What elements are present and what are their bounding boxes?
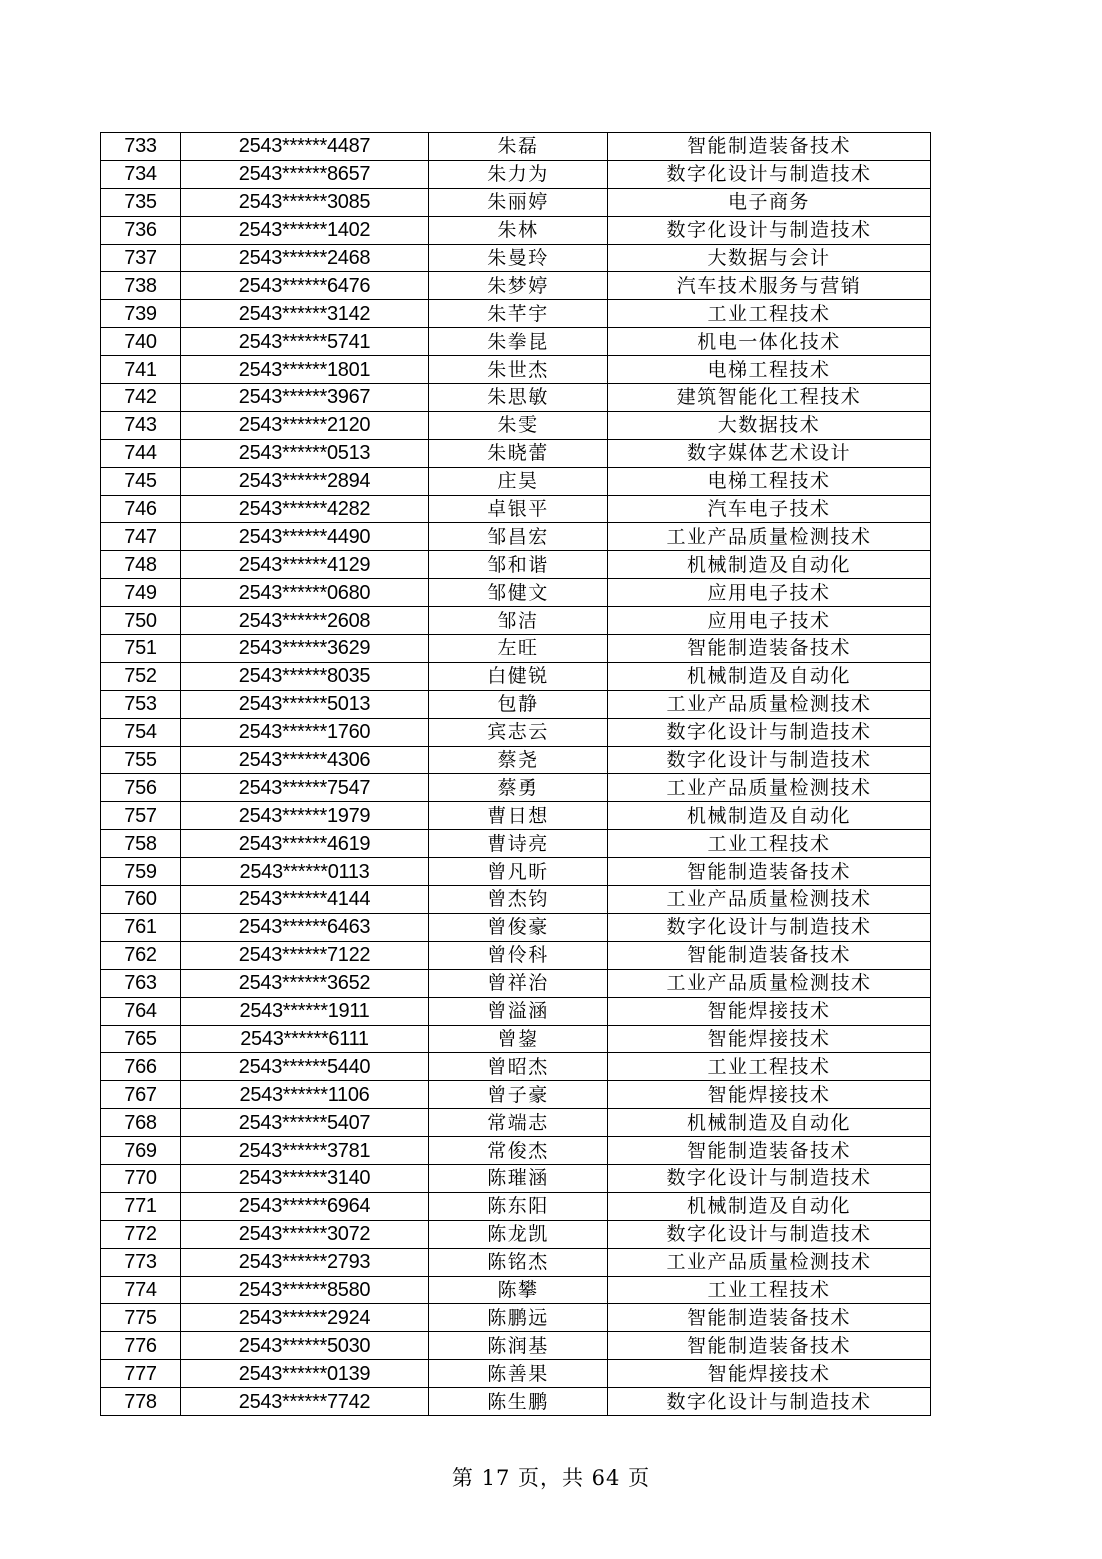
table-row	[101, 133, 931, 161]
id-number-cell: 2543******2468	[181, 244, 429, 272]
id-number-cell: 2543******3072	[181, 1220, 429, 1248]
student-name-cell: 蔡勇	[429, 774, 608, 802]
row-number-cell: 767	[101, 1081, 181, 1109]
id-number-cell: 2543******8035	[181, 662, 429, 690]
table-body	[101, 133, 931, 1416]
row-number-cell: 775	[101, 1304, 181, 1332]
student-name-cell: 曾鋆	[429, 1025, 608, 1053]
student-name-cell: 曾祥治	[429, 969, 608, 997]
table-row	[101, 1248, 931, 1276]
student-name-cell: 邹健文	[429, 579, 608, 607]
major-cell: 工业工程技术	[608, 1053, 931, 1081]
major-cell: 电梯工程技术	[608, 467, 931, 495]
student-name-cell: 陈生鹏	[429, 1388, 608, 1416]
student-name-cell: 蔡尧	[429, 746, 608, 774]
table-row	[101, 941, 931, 969]
table-row	[101, 913, 931, 941]
row-number-cell: 749	[101, 579, 181, 607]
major-cell: 工业产品质量检测技术	[608, 886, 931, 914]
row-number-cell: 757	[101, 802, 181, 830]
student-name-cell: 朱思敏	[429, 384, 608, 412]
row-number-cell: 752	[101, 662, 181, 690]
student-name-cell: 陈润基	[429, 1332, 608, 1360]
student-name-cell: 邹昌宏	[429, 523, 608, 551]
id-number-cell: 2543******5013	[181, 690, 429, 718]
row-number-cell: 766	[101, 1053, 181, 1081]
major-cell: 机械制造及自动化	[608, 802, 931, 830]
student-name-cell: 常端志	[429, 1109, 608, 1137]
student-name-cell: 曾昭杰	[429, 1053, 608, 1081]
major-cell: 机械制造及自动化	[608, 1192, 931, 1220]
row-number-cell: 748	[101, 551, 181, 579]
major-cell: 工业产品质量检测技术	[608, 690, 931, 718]
student-name-cell: 朱林	[429, 216, 608, 244]
id-number-cell: 2543******3085	[181, 188, 429, 216]
table-row	[101, 1388, 931, 1416]
student-name-cell: 朱晓蕾	[429, 439, 608, 467]
student-name-cell: 朱拳昆	[429, 328, 608, 356]
student-name-cell: 朱丽婷	[429, 188, 608, 216]
student-name-cell: 曾伶科	[429, 941, 608, 969]
id-number-cell: 2543******1106	[181, 1081, 429, 1109]
page-number: 第 17 页，共 64 页	[451, 1466, 651, 1490]
row-number-cell: 778	[101, 1388, 181, 1416]
major-cell: 智能焊接技术	[608, 1025, 931, 1053]
id-number-cell: 2543******8657	[181, 160, 429, 188]
major-cell: 电子商务	[608, 188, 931, 216]
id-number-cell: 2543******1402	[181, 216, 429, 244]
table-row	[101, 1304, 931, 1332]
table-row	[101, 523, 931, 551]
row-number-cell: 738	[101, 272, 181, 300]
student-name-cell: 陈东阳	[429, 1192, 608, 1220]
table-row	[101, 969, 931, 997]
id-number-cell: 2543******7122	[181, 941, 429, 969]
table-row	[101, 356, 931, 384]
id-number-cell: 2543******3142	[181, 300, 429, 328]
major-cell: 智能制造装备技术	[608, 133, 931, 161]
id-number-cell: 2543******4144	[181, 886, 429, 914]
row-number-cell: 755	[101, 746, 181, 774]
id-number-cell: 2543******6111	[181, 1025, 429, 1053]
student-name-cell: 朱曼玲	[429, 244, 608, 272]
table-row	[101, 1360, 931, 1388]
student-list-table	[100, 132, 931, 1416]
student-name-cell: 常俊杰	[429, 1137, 608, 1165]
id-number-cell: 2543******3652	[181, 969, 429, 997]
table-row	[101, 997, 931, 1025]
row-number-cell: 743	[101, 411, 181, 439]
row-number-cell: 768	[101, 1109, 181, 1137]
id-number-cell: 2543******4490	[181, 523, 429, 551]
table-row	[101, 1220, 931, 1248]
major-cell: 数字化设计与制造技术	[608, 1388, 931, 1416]
id-number-cell: 2543******1911	[181, 997, 429, 1025]
table-row	[101, 802, 931, 830]
major-cell: 数字媒体艺术设计	[608, 439, 931, 467]
table-row	[101, 244, 931, 272]
row-number-cell: 758	[101, 830, 181, 858]
student-name-cell: 朱世杰	[429, 356, 608, 384]
student-name-cell: 宾志云	[429, 718, 608, 746]
major-cell: 智能制造装备技术	[608, 941, 931, 969]
table-row	[101, 662, 931, 690]
table-row	[101, 1192, 931, 1220]
table-row	[101, 272, 931, 300]
student-name-cell: 陈善果	[429, 1360, 608, 1388]
table-row	[101, 1276, 931, 1304]
id-number-cell: 2543******5030	[181, 1332, 429, 1360]
major-cell: 工业产品质量检测技术	[608, 774, 931, 802]
major-cell: 工业产品质量检测技术	[608, 1248, 931, 1276]
row-number-cell: 736	[101, 216, 181, 244]
major-cell: 工业工程技术	[608, 300, 931, 328]
table-row	[101, 328, 931, 356]
table-row	[101, 830, 931, 858]
id-number-cell: 2543******3781	[181, 1137, 429, 1165]
id-number-cell: 2543******1760	[181, 718, 429, 746]
student-name-cell: 朱雯	[429, 411, 608, 439]
student-name-cell: 朱梦婷	[429, 272, 608, 300]
row-number-cell: 750	[101, 607, 181, 635]
major-cell: 机械制造及自动化	[608, 1109, 931, 1137]
table-row	[101, 467, 931, 495]
row-number-cell: 742	[101, 384, 181, 412]
major-cell: 数字化设计与制造技术	[608, 216, 931, 244]
major-cell: 电梯工程技术	[608, 356, 931, 384]
student-name-cell: 曹诗亮	[429, 830, 608, 858]
major-cell: 数字化设计与制造技术	[608, 746, 931, 774]
major-cell: 应用电子技术	[608, 579, 931, 607]
row-number-cell: 760	[101, 886, 181, 914]
id-number-cell: 2543******8580	[181, 1276, 429, 1304]
id-number-cell: 2543******6476	[181, 272, 429, 300]
id-number-cell: 2543******5407	[181, 1109, 429, 1137]
student-name-cell: 陈鹏远	[429, 1304, 608, 1332]
major-cell: 工业工程技术	[608, 830, 931, 858]
row-number-cell: 769	[101, 1137, 181, 1165]
student-name-cell: 曾凡昕	[429, 858, 608, 886]
id-number-cell: 2543******3967	[181, 384, 429, 412]
row-number-cell: 740	[101, 328, 181, 356]
major-cell: 汽车电子技术	[608, 495, 931, 523]
table-row	[101, 439, 931, 467]
student-name-cell: 陈攀	[429, 1276, 608, 1304]
major-cell: 机械制造及自动化	[608, 551, 931, 579]
row-number-cell: 762	[101, 941, 181, 969]
major-cell: 汽车技术服务与营销	[608, 272, 931, 300]
major-cell: 建筑智能化工程技术	[608, 384, 931, 412]
id-number-cell: 2543******2120	[181, 411, 429, 439]
major-cell: 智能制造装备技术	[608, 635, 931, 663]
id-number-cell: 2543******2793	[181, 1248, 429, 1276]
student-name-cell: 包静	[429, 690, 608, 718]
student-name-cell: 邹和谐	[429, 551, 608, 579]
id-number-cell: 2543******4129	[181, 551, 429, 579]
row-number-cell: 763	[101, 969, 181, 997]
id-number-cell: 2543******3629	[181, 635, 429, 663]
row-number-cell: 733	[101, 133, 181, 161]
table-row	[101, 635, 931, 663]
table-row	[101, 384, 931, 412]
table-row	[101, 1164, 931, 1192]
major-cell: 智能制造装备技术	[608, 1332, 931, 1360]
id-number-cell: 2543******7547	[181, 774, 429, 802]
id-number-cell: 2543******0139	[181, 1360, 429, 1388]
id-number-cell: 2543******3140	[181, 1164, 429, 1192]
id-number-cell: 2543******2924	[181, 1304, 429, 1332]
major-cell: 工业产品质量检测技术	[608, 523, 931, 551]
major-cell: 智能制造装备技术	[608, 1304, 931, 1332]
row-number-cell: 764	[101, 997, 181, 1025]
id-number-cell: 2543******2894	[181, 467, 429, 495]
student-name-cell: 白健锐	[429, 662, 608, 690]
major-cell: 数字化设计与制造技术	[608, 160, 931, 188]
student-name-cell: 左旺	[429, 635, 608, 663]
id-number-cell: 2543******4306	[181, 746, 429, 774]
row-number-cell: 776	[101, 1332, 181, 1360]
row-number-cell: 751	[101, 635, 181, 663]
row-number-cell: 745	[101, 467, 181, 495]
table-row	[101, 495, 931, 523]
student-name-cell: 曾杰钧	[429, 886, 608, 914]
major-cell: 智能焊接技术	[608, 997, 931, 1025]
row-number-cell: 739	[101, 300, 181, 328]
table-row	[101, 411, 931, 439]
major-cell: 智能制造装备技术	[608, 1137, 931, 1165]
table-row	[101, 1109, 931, 1137]
table-row	[101, 579, 931, 607]
id-number-cell: 2543******0113	[181, 858, 429, 886]
id-number-cell: 2543******2608	[181, 607, 429, 635]
row-number-cell: 747	[101, 523, 181, 551]
id-number-cell: 2543******4282	[181, 495, 429, 523]
table-row	[101, 1332, 931, 1360]
student-name-cell: 曹日想	[429, 802, 608, 830]
row-number-cell: 777	[101, 1360, 181, 1388]
table-row	[101, 300, 931, 328]
row-number-cell: 761	[101, 913, 181, 941]
table-row	[101, 858, 931, 886]
row-number-cell: 774	[101, 1276, 181, 1304]
id-number-cell: 2543******0513	[181, 439, 429, 467]
row-number-cell: 754	[101, 718, 181, 746]
row-number-cell: 759	[101, 858, 181, 886]
student-name-cell: 曾溢涵	[429, 997, 608, 1025]
major-cell: 机械制造及自动化	[608, 662, 931, 690]
major-cell: 工业工程技术	[608, 1276, 931, 1304]
major-cell: 大数据技术	[608, 411, 931, 439]
row-number-cell: 741	[101, 356, 181, 384]
id-number-cell: 2543******4487	[181, 133, 429, 161]
table-row	[101, 886, 931, 914]
table-row	[101, 746, 931, 774]
table-row	[101, 216, 931, 244]
table-row	[101, 160, 931, 188]
student-name-cell: 曾子豪	[429, 1081, 608, 1109]
id-number-cell: 2543******1801	[181, 356, 429, 384]
student-name-cell: 朱力为	[429, 160, 608, 188]
id-number-cell: 2543******6463	[181, 913, 429, 941]
student-name-cell: 邹洁	[429, 607, 608, 635]
table-row	[101, 1137, 931, 1165]
row-number-cell: 773	[101, 1248, 181, 1276]
id-number-cell: 2543******6964	[181, 1192, 429, 1220]
major-cell: 智能焊接技术	[608, 1360, 931, 1388]
table-row	[101, 607, 931, 635]
student-name-cell: 陈璀涵	[429, 1164, 608, 1192]
id-number-cell: 2543******0680	[181, 579, 429, 607]
row-number-cell: 771	[101, 1192, 181, 1220]
row-number-cell: 737	[101, 244, 181, 272]
row-number-cell: 734	[101, 160, 181, 188]
student-name-cell: 朱芊宇	[429, 300, 608, 328]
major-cell: 数字化设计与制造技术	[608, 913, 931, 941]
major-cell: 数字化设计与制造技术	[608, 718, 931, 746]
student-name-cell: 陈铭杰	[429, 1248, 608, 1276]
major-cell: 机电一体化技术	[608, 328, 931, 356]
row-number-cell: 765	[101, 1025, 181, 1053]
major-cell: 智能焊接技术	[608, 1081, 931, 1109]
row-number-cell: 735	[101, 188, 181, 216]
row-number-cell: 772	[101, 1220, 181, 1248]
row-number-cell: 744	[101, 439, 181, 467]
table-row	[101, 188, 931, 216]
student-name-cell: 曾俊豪	[429, 913, 608, 941]
id-number-cell: 2543******5741	[181, 328, 429, 356]
major-cell: 工业产品质量检测技术	[608, 969, 931, 997]
row-number-cell: 753	[101, 690, 181, 718]
row-number-cell: 746	[101, 495, 181, 523]
major-cell: 大数据与会计	[608, 244, 931, 272]
table-row	[101, 718, 931, 746]
student-name-cell: 卓银平	[429, 495, 608, 523]
table-row	[101, 551, 931, 579]
table-row	[101, 690, 931, 718]
table-row	[101, 1053, 931, 1081]
major-cell: 数字化设计与制造技术	[608, 1164, 931, 1192]
student-name-cell: 朱磊	[429, 133, 608, 161]
id-number-cell: 2543******7742	[181, 1388, 429, 1416]
table-row	[101, 1025, 931, 1053]
id-number-cell: 2543******5440	[181, 1053, 429, 1081]
id-number-cell: 2543******4619	[181, 830, 429, 858]
student-name-cell: 陈龙凯	[429, 1220, 608, 1248]
row-number-cell: 756	[101, 774, 181, 802]
major-cell: 应用电子技术	[608, 607, 931, 635]
major-cell: 智能制造装备技术	[608, 858, 931, 886]
table-row	[101, 1081, 931, 1109]
student-name-cell: 庄昊	[429, 467, 608, 495]
major-cell: 数字化设计与制造技术	[608, 1220, 931, 1248]
id-number-cell: 2543******1979	[181, 802, 429, 830]
row-number-cell: 770	[101, 1164, 181, 1192]
table-row	[101, 774, 931, 802]
